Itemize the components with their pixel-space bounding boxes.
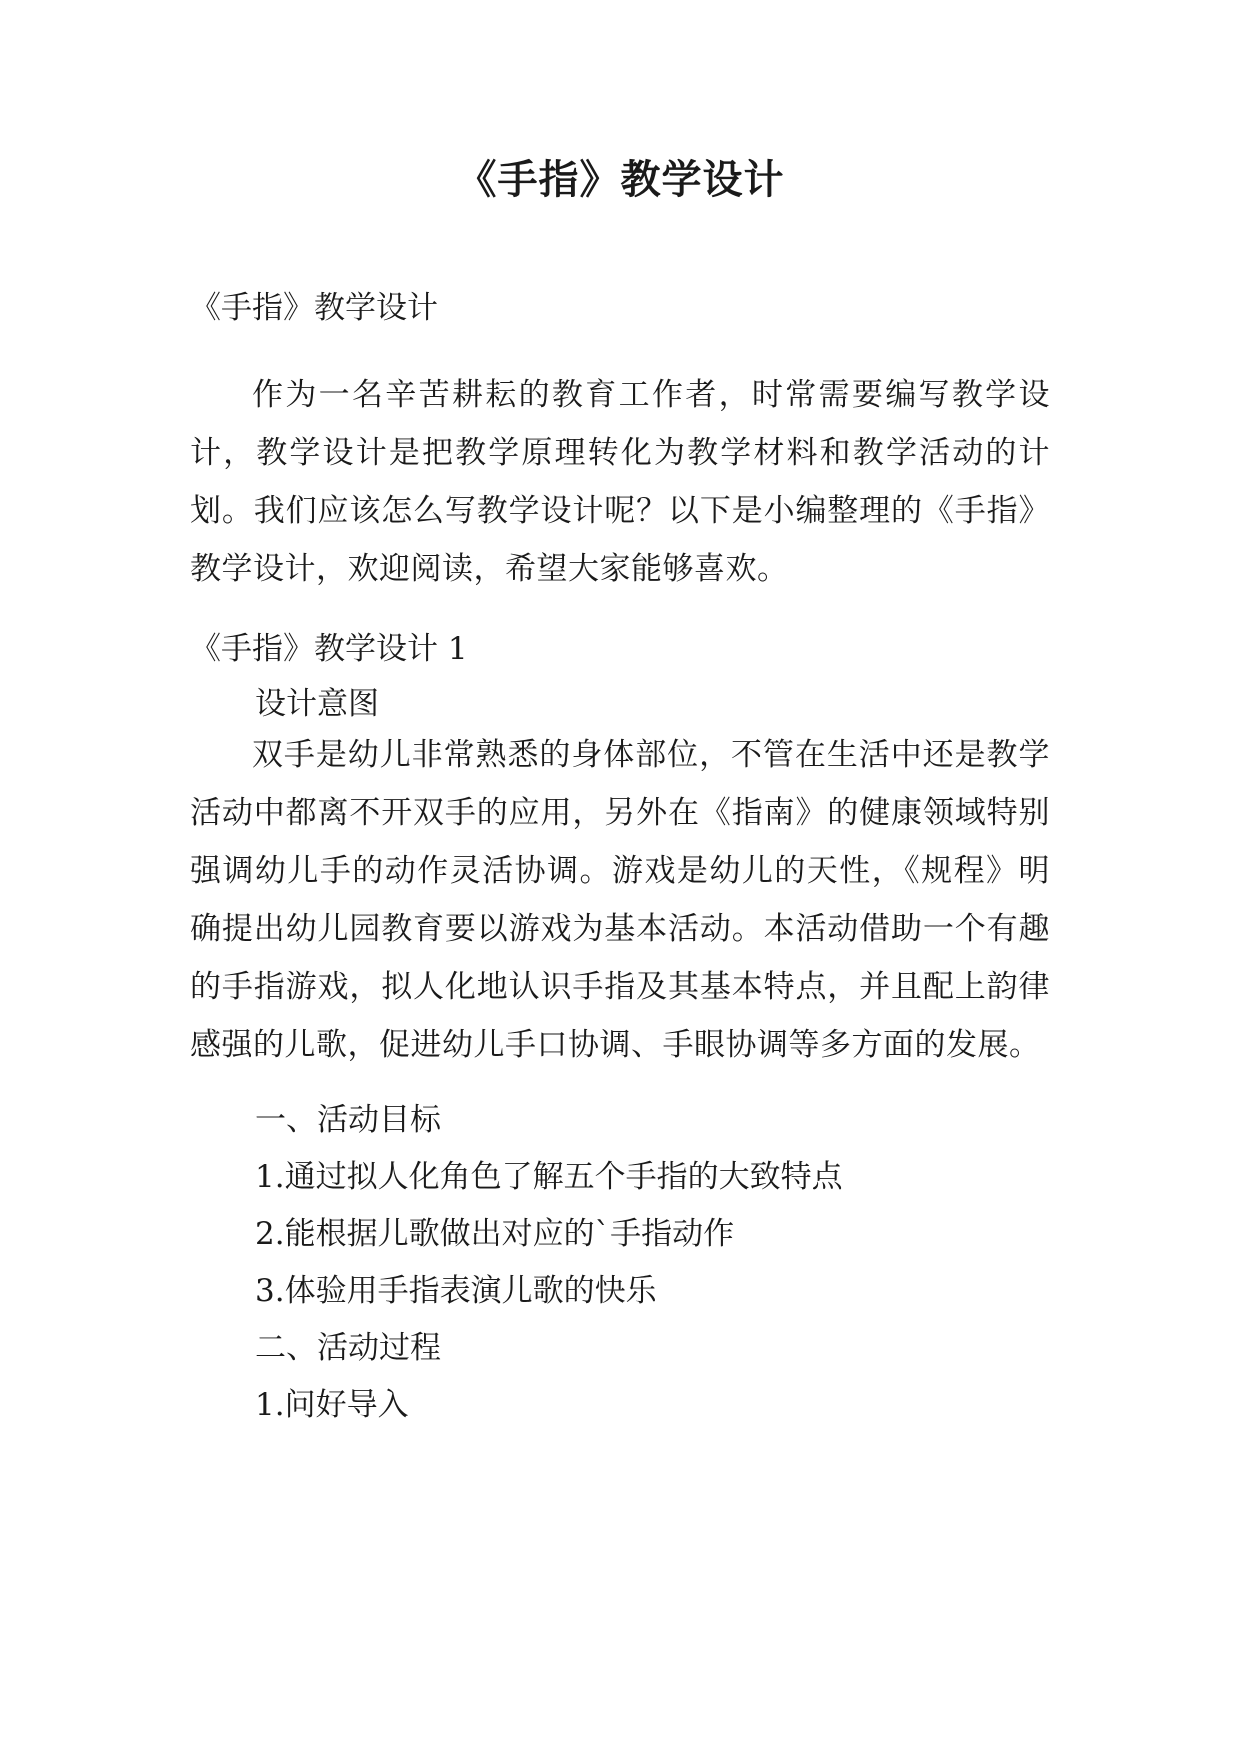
process-item: 1.问好导入 bbox=[255, 1387, 409, 1423]
design-intent-heading: 设计意图 bbox=[255, 686, 379, 722]
goal-item: 2.能根据儿歌做出对应的`手指动作 bbox=[255, 1216, 735, 1252]
process-heading: 二、活动过程 bbox=[255, 1330, 441, 1366]
document-subtitle: 《手指》教学设计 bbox=[190, 290, 438, 326]
goal-item: 3.体验用手指表演儿歌的快乐 bbox=[255, 1273, 657, 1309]
goals-heading: 一、活动目标 bbox=[255, 1102, 441, 1138]
intro-paragraph: 作为一名辛苦耕耘的教育工作者，时常需要编写教学设计，教学设计是把教学原理转化为教学材料和教学活动的计划。我们应该怎么写教学设计呢？以下是小编整理的《手指》教学设计，欢迎阅读，希望大家能够喜欢。 bbox=[190, 377, 1050, 587]
document-title: 《手指》教学设计 bbox=[456, 157, 785, 203]
design-intent-paragraph: 双手是幼儿非常熟悉的身体部位，不管在生活中还是教学活动中都离不开双手的应用，另外在《指南》的健康领域特别强调幼儿手的动作灵活协调。游戏是幼儿的天性，《规程》明确提出幼儿园教育要以游戏为基本活动。本活动借助一个有趣的手指游戏，拟人化地认识手指及其基本特点，并且配上韵律感强的儿歌，促进幼儿手口协调、手眼协调等多方面的发展。 bbox=[190, 737, 1050, 1063]
goal-item: 1.通过拟人化角色了解五个手指的大致特点 bbox=[255, 1159, 843, 1195]
section-heading: 《手指》教学设计 1 bbox=[190, 631, 468, 667]
